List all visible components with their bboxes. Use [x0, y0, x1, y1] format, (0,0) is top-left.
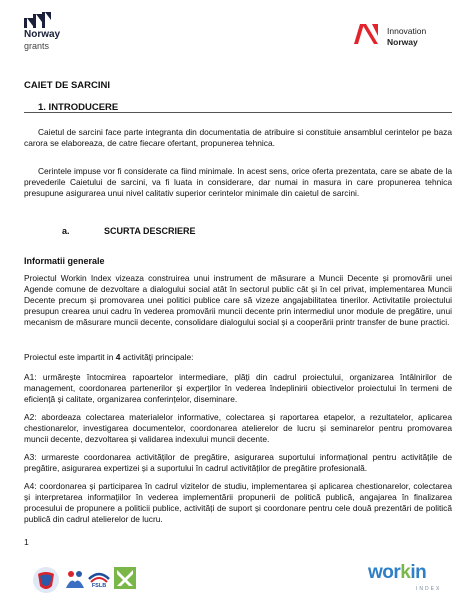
paragraph-intro-2: Cerintele impuse vor fi considerate ca fiind minimale. In acest sens, orice oferta prezentata, care se abate de la prevederile Caietului de sarcini, va fi luata in considerare, dar numai in masura in care propunerea tehnica presupune asigurarea unui nivel calitativ superior cerintelor minimale din caietul de sarcini.: [24, 166, 452, 198]
innovation-norway-logo-icon: [352, 22, 382, 46]
partner-green-logo-icon: [114, 567, 136, 589]
activity-a2: A2: abordeaza colectarea materialelor informative, colectarea și raportarea etapelor, a rezultatelor, aplicarea chestionarelor, investigarea documentelor, coordonarea atelierelor de lucru și seminarelor pentru promovarea muncii decente, dezvoltarea și validarea indexului muncii decente.: [24, 412, 452, 444]
norway-grants-line2: grants: [24, 41, 50, 51]
section-introducere: 1. INTRODUCERE: [38, 102, 119, 113]
fslb-logo: [88, 569, 110, 589]
section-scurta-descriere: SCURTA DESCRIERE: [104, 226, 196, 236]
innovation-norway-line1: Innovation: [387, 26, 427, 36]
partner-emblem-icon: [32, 566, 60, 594]
workin-suffix: in: [410, 562, 427, 583]
fslb-text: FSLB: [91, 583, 107, 589]
page-number: 1: [24, 537, 29, 547]
section-rule: [24, 112, 452, 113]
info-heading: Informatii generale: [24, 256, 105, 266]
partner-figures-icon: [64, 568, 86, 590]
activity-a1: A1: urmărește întocmirea rapoartelor intermediare, plăți din cadrul proiectului, organizarea întâlnirilor de management, coordonarea partenerilor și experților în vederea îndeplinirii obiectivelor proiectului în termeni de eficiență și calitate, organizarea conferințelor, diseminare.: [24, 372, 452, 404]
doc-title: CAIET DE SARCINI: [24, 80, 111, 91]
paragraph-intro-1: Caietul de sarcini face parte integranta din documentatia de atribuire si constituie ansamblul cerintelor pe baza carora se elaboreaza, de catre fiecare ofertant, propunerea tehnica.: [24, 127, 452, 148]
workin-k: k: [400, 562, 411, 583]
activity-a3: A3: urmareste coordonarea activităților de pregătire, asigurarea suportului informațional pentru activitățile de pregătire, asigurarea expertizei și a suportului în cadrul activităților de pregătire profesională.: [24, 452, 452, 473]
paragraph-activities-intro: Proiectul este impartit in 4 activități principale:: [24, 352, 194, 362]
workin-prefix: wor: [368, 562, 401, 583]
paragraph-project: Proiectul Workin Index vizeaza construirea unui instrument de măsurare a Muncii Decente și promovării unei Agende comune de dezvoltare a dialogului social atât în sectorul public cât și în cel privat, implementarea Muncii Decente precum și promovarea unei politici publice care să vizeze angajabilitatea tinerilor. Activitatile proiectului presupun crearea unui cadru în vederea promovării muncii decente prin intermediul unor module de pregătire, unui mecanism de măsurare muncii decente, consolidare dialogului social și a cooperării printr transfer de bune practici.: [24, 273, 452, 327]
fslb-swoosh-icon: [88, 569, 110, 583]
workin-logo: [368, 562, 426, 584]
norway-grants-logo-icon: [24, 12, 52, 28]
section-a-letter: a.: [62, 226, 70, 236]
workin-index-tag: INDEX: [416, 586, 442, 592]
norway-grants-line1: Norway: [24, 29, 61, 40]
innovation-norway-line2: Norway: [387, 37, 418, 47]
activity-a4: A4: coordonarea și participarea în cadrul vizitelor de studiu, implementarea și aplicarea chestionarelor, colectarea și interpretarea informațiilor în vederea implementării propunerii de politică publică, angajarea în finalizarea procesului de propunere a politicii publice, activități de suport și coordonare pentru cele două prezentări de politică publică din cadrul atelierelor de lucru.: [24, 481, 452, 524]
